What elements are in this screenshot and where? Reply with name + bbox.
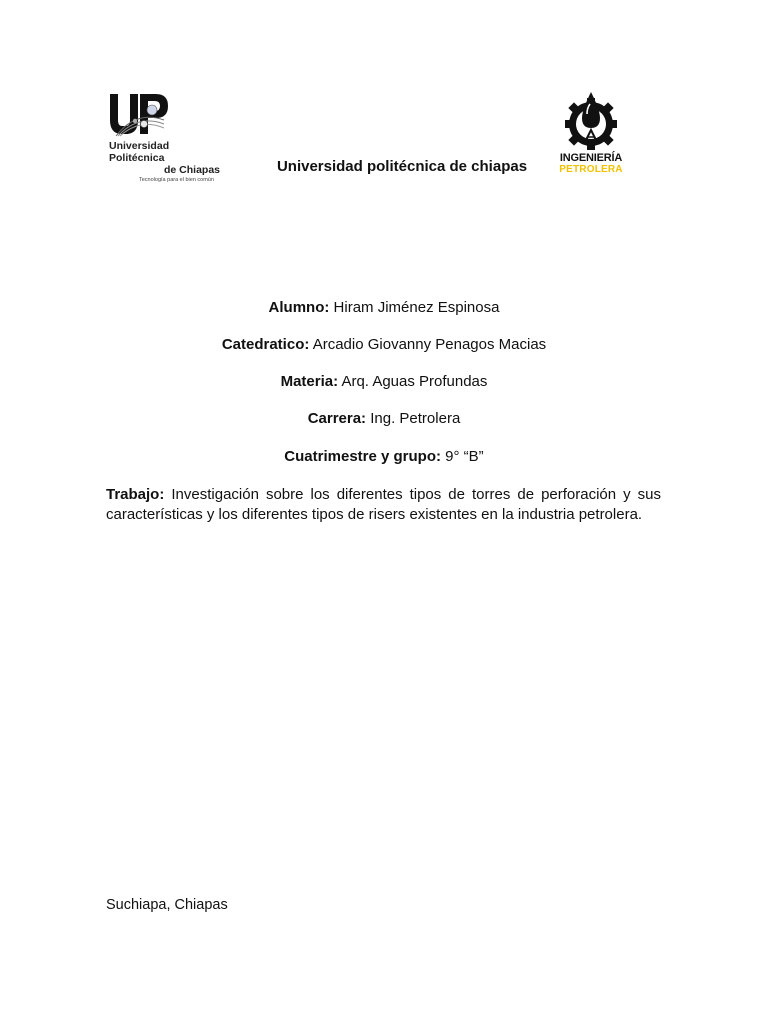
trabajo-label: Trabajo: bbox=[106, 486, 165, 503]
logo-tagline: Tecnología para el bien común bbox=[139, 177, 214, 183]
field-catedratico bbox=[0, 336, 768, 353]
field-carrera bbox=[0, 410, 768, 427]
logo-ingenieria-text: INGENIERÍA bbox=[559, 152, 623, 164]
cuatrimestre-label: Cuatrimestre y grupo: bbox=[284, 448, 441, 465]
oil-drop-gear-logo-icon bbox=[554, 90, 628, 152]
catedratico-label: Catedratico: bbox=[221, 336, 310, 353]
logo-line2: de Chiapas bbox=[164, 164, 221, 176]
materia-label: Materia: bbox=[280, 373, 339, 390]
cuatrimestre-value: 9° “B” bbox=[445, 448, 484, 465]
field-materia bbox=[0, 373, 768, 390]
materia-value: Arq. Aguas Profundas bbox=[341, 373, 488, 390]
carrera-value: Ing. Petrolera bbox=[370, 410, 461, 427]
carrera-label: Carrera: bbox=[307, 410, 367, 427]
up-university-logo-icon bbox=[106, 90, 224, 142]
alumno-label: Alumno: bbox=[268, 299, 330, 316]
alumno-value: Hiram Jiménez Espinosa bbox=[333, 299, 500, 316]
field-alumno bbox=[0, 299, 768, 316]
trabajo-paragraph bbox=[106, 485, 661, 525]
logo-petrolera-text: PETROLERA bbox=[559, 164, 623, 175]
trabajo-value: Investigación sobre los diferentes tipos de torres de perforación y sus características y los diferentes tipos de risers existentes en la industria petrolera. bbox=[106, 486, 661, 523]
catedratico-value: Arcadio Giovanny Penagos Macias bbox=[312, 336, 547, 353]
university-title: Universidad politécnica de chiapas bbox=[276, 158, 528, 175]
place-text: Suchiapa, Chiapas bbox=[106, 897, 228, 913]
petroleum-engineering-logo bbox=[554, 90, 628, 180]
logo-line1: Universidad Politécnica bbox=[109, 140, 170, 164]
field-cuatrimestre bbox=[0, 448, 768, 465]
